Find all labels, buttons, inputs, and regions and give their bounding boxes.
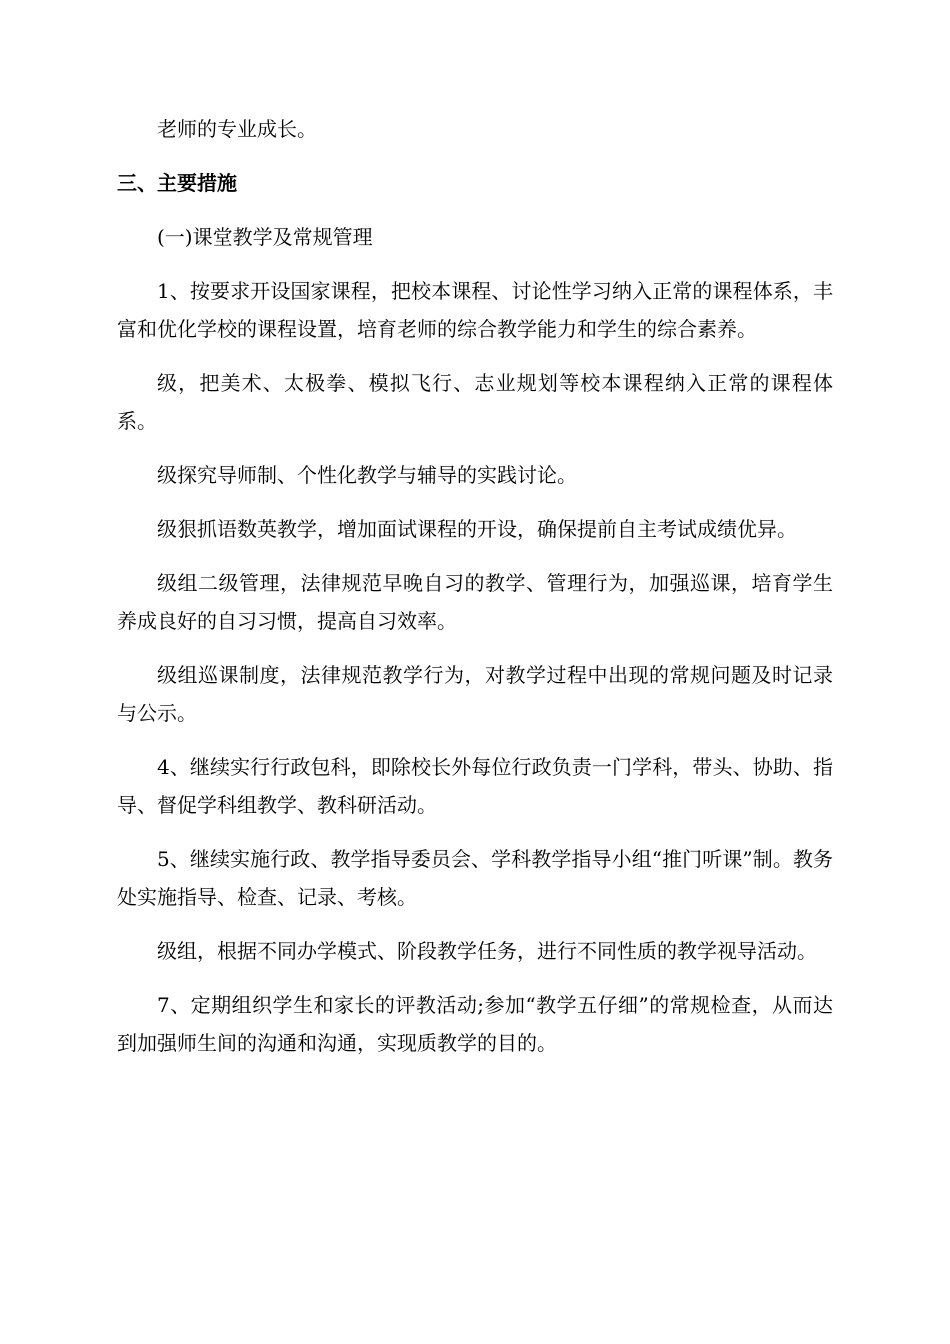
paragraph-10: 7、定期组织学生和家长的评教活动;参加“教学五仔细”的常规检查，从而达到加强师生间的沟通和沟通，实现质教学的目的。	[117, 993, 833, 1055]
paragraph-5: 级组二级管理，法律规范早晚自习的教学、管理行为，加强巡课，培育学生养成良好的自习习惯，提高自习效率。	[117, 571, 833, 633]
paragraph-9: 级组，根据不同办学模式、阶段教学任务，进行不同性质的教学视导活动。	[157, 939, 817, 963]
subheading: (一)课堂教学及常规管理	[157, 225, 373, 249]
paragraph-4: 级狠抓语数英教学，增加面试课程的开设，确保提前自主考试成绩优异。	[157, 517, 797, 541]
paragraph-3: 级探究导师制、个性化教学与辅导的实践讨论。	[157, 463, 577, 487]
paragraph-1: 1、按要求开设国家课程，把校本课程、讨论性学习纳入正常的课程体系，丰富和优化学校的课程设置，培育老师的综合教学能力和学生的综合素养。	[117, 279, 833, 341]
section-heading: 三、主要措施	[117, 171, 237, 195]
paragraph-8: 5、继续实施行政、教学指导委员会、学科教学指导小组“推门听课”制。教务处实施指导、检查、记录、考核。	[117, 847, 833, 909]
paragraph-6: 级组巡课制度，法律规范教学行为，对教学过程中出现的常规问题及时记录与公示。	[117, 663, 833, 725]
document-body	[117, 110, 833, 1078]
intro-paragraph: 老师的专业成长。	[157, 117, 317, 141]
paragraph-2: 级，把美术、太极拳、模拟飞行、志业规划等校本课程纳入正常的课程体系。	[117, 371, 833, 433]
paragraph-7: 4、继续实行行政包科，即除校长外每位行政负责一门学科，带头、协助、指导、督促学科组教学、教科研活动。	[117, 755, 833, 817]
